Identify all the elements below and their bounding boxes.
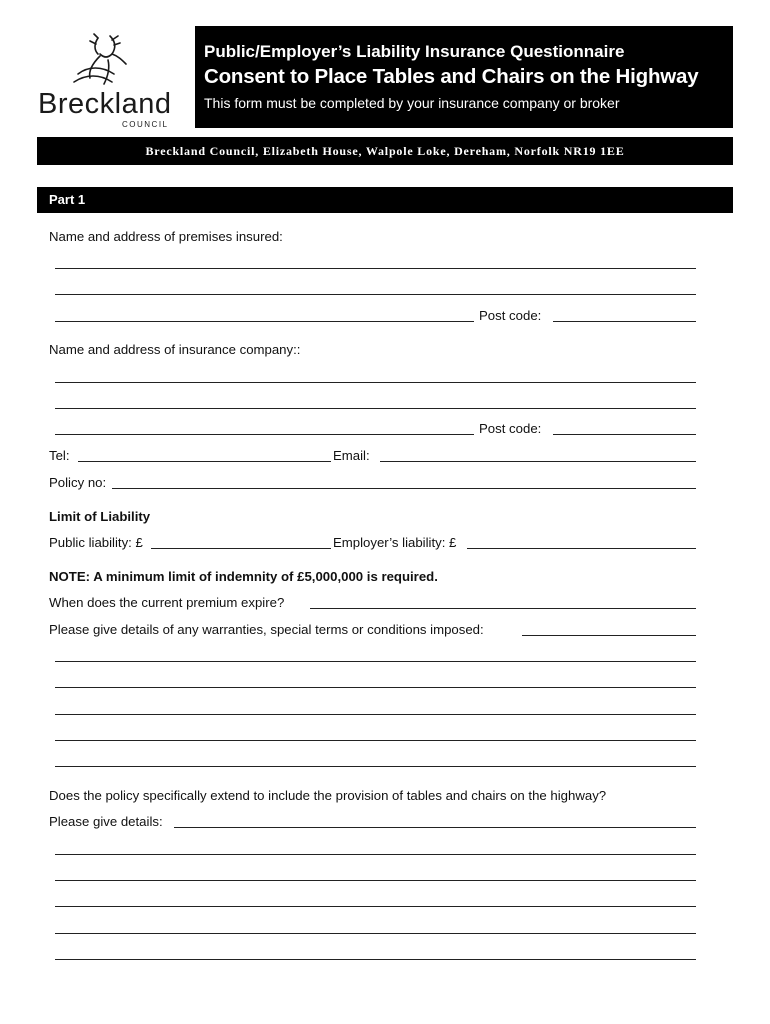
logo-subtitle: COUNCIL [122,120,169,129]
warranties-field[interactable] [522,635,696,636]
warranties-line-4[interactable] [55,740,696,741]
warranties-label: Please give details of any warranties, special terms or conditions imposed: [49,622,484,637]
indemnity-note: NOTE: A minimum limit of indemnity of £5,000,000 is required. [49,569,438,584]
tel-label: Tel: [49,448,70,463]
premises-address-line-3[interactable] [55,321,474,322]
premises-postcode-label: Post code: [479,308,542,323]
title-box [195,26,733,128]
tel-field[interactable] [78,461,331,462]
warranties-line-3[interactable] [55,714,696,715]
insurer-postcode-label: Post code: [479,421,542,436]
details-line-4[interactable] [55,933,696,934]
form-main-title: Consent to Place Tables and Chairs on the Highway [204,65,699,88]
employers-liability-field[interactable] [467,548,696,549]
insurer-label: Name and address of insurance company:: [49,342,301,357]
email-label: Email: [333,448,370,463]
details-line-5[interactable] [55,959,696,960]
policy-field[interactable] [112,488,696,489]
part-1-heading: Part 1 [37,187,733,213]
deer-head-icon [68,30,138,92]
details-label: Please give details: [49,814,163,829]
warranties-line-5[interactable] [55,766,696,767]
warranties-line-2[interactable] [55,687,696,688]
form-title: Public/Employer’s Liability Insurance Questionnaire [204,42,625,61]
email-field[interactable] [380,461,696,462]
warranties-line-1[interactable] [55,661,696,662]
premium-field[interactable] [310,608,696,609]
policy-label: Policy no: [49,475,107,490]
insurer-address-line-3[interactable] [55,434,474,435]
details-line-3[interactable] [55,906,696,907]
premises-address-line-1[interactable] [55,268,696,269]
details-line-1[interactable] [55,854,696,855]
premises-postcode-field[interactable] [553,321,696,322]
premises-label: Name and address of premises insured: [49,229,283,244]
details-line-2[interactable] [55,880,696,881]
council-address-bar: Breckland Council, Elizabeth House, Walpole Loke, Dereham, Norfolk NR19 1EE [37,137,733,165]
insurer-postcode-field[interactable] [553,434,696,435]
details-field[interactable] [174,827,696,828]
insurer-address-line-1[interactable] [55,382,696,383]
limit-heading: Limit of Liability [49,509,151,524]
premises-address-line-2[interactable] [55,294,696,295]
form-instructions: This form must be completed by your insurance company or broker [204,95,620,111]
public-liability-field[interactable] [151,548,331,549]
insurer-address-line-2[interactable] [55,408,696,409]
premium-label: When does the current premium expire? [49,595,285,610]
breckland-logo [34,30,174,130]
employers-liability-label: Employer’s liability: £ [333,535,457,550]
logo-wordmark: Breckland [38,88,172,120]
extend-question: Does the policy specifically extend to include the provision of tables and chairs on the highway? [49,788,607,803]
public-liability-label: Public liability: £ [49,535,143,550]
